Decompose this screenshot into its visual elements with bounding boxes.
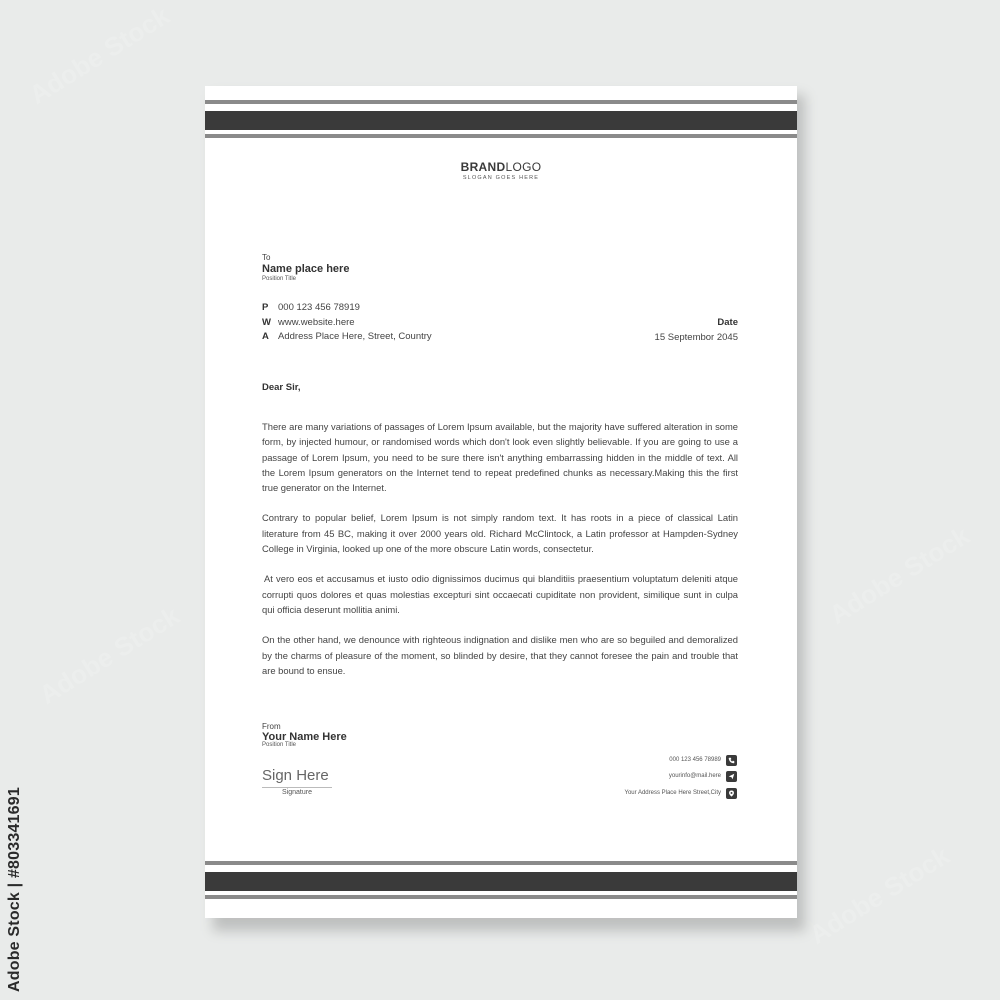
footer-contact-value: Your Address Place Here Street,City: [624, 790, 721, 796]
send-icon: [726, 771, 737, 782]
contact-phone: [262, 302, 360, 313]
body-paragraph: There are many variations of passages of Lorem Ipsum available, but the majority have suffered alteration in some form, by injected humour, or randomised words which don't look even slightly believable. If you are going to use a passage of Lorem Ipsum, you need to be sure there isn't anything embarrassing hidden in the middle of text. All the Lorem Ipsum generators on the Internet tend to repeat predefined chunks as necessary.Making this the first true generator on the Internet.: [262, 421, 738, 494]
contact-key: W: [262, 317, 271, 328]
stock-id-label: Adobe Stock | #803341691: [6, 787, 23, 992]
signature-text: Sign Here: [262, 767, 329, 784]
brand-logo: [205, 160, 797, 181]
bottom-thin-stripe-upper: [205, 861, 797, 865]
footer-contact-email: [669, 770, 737, 782]
date-block: [655, 317, 738, 343]
recipient-position: Position Title: [262, 276, 297, 282]
footer-contact-value: yourinfo@mail.here: [668, 773, 721, 779]
date-label: Date: [717, 317, 738, 328]
from-label: From: [262, 722, 281, 731]
top-dark-stripe: [205, 111, 797, 130]
brand-slogan: SLOGAN GOES HERE: [462, 175, 540, 181]
contact-key: P: [262, 302, 269, 313]
location-icon: [726, 788, 737, 799]
watermark-text: Adobe Stock: [823, 520, 975, 630]
sender-name: Your Name Here: [262, 731, 347, 743]
letter-body: [262, 419, 738, 693]
body-paragraph: At vero eos et accusamus et iusto odio dignissimos ducimus qui blanditiis praesentium voluptatum deleniti atque corrupti quos dolores et quas molestias excepturi sint occaecati cupiditate non provident, similique sunt in culpa qui officia deserunt mollitia animi.: [262, 573, 738, 615]
watermark-text: Adobe Stock: [33, 600, 185, 710]
bottom-thin-stripe: [205, 895, 797, 899]
contact-value: 000 123 456 78919: [278, 302, 360, 313]
phone-icon: [726, 755, 737, 766]
contact-value: Address Place Here, Street, Country: [278, 331, 432, 342]
recipient-name: Name place here: [262, 263, 350, 275]
top-thin-stripe: [205, 100, 797, 104]
to-label: To: [262, 253, 271, 262]
brand-name-bold: BRAND: [460, 160, 506, 174]
body-paragraph: Contrary to popular belief, Lorem Ipsum is not simply random text. It has roots in a piece of classical Latin literature from 45 BC, making it over 2000 years old. Richard McClintock, a Latin professor at Hampden-Sydney College in Virginia, looked up one of the more obscure Latin words, consectetur.: [262, 512, 738, 555]
watermark-text: Adobe Stock: [23, 0, 175, 110]
top-thin-stripe-lower: [205, 134, 797, 138]
footer-contact-phone: [669, 754, 737, 766]
salutation: Dear Sir,: [262, 382, 301, 393]
contact-website: [262, 317, 355, 328]
body-paragraph: On the other hand, we denounce with righteous indignation and dislike men who are so beguiled and demoralized by the charms of pleasure of the moment, so blinded by desire, that they cannot foresee the pain and trouble that are bound to ensue.: [262, 634, 738, 676]
contact-value: www.website.here: [278, 317, 355, 328]
date-value: 15 Septembor 2045: [654, 332, 738, 343]
letterhead-page: [205, 86, 797, 918]
contact-key: A: [262, 331, 269, 342]
signature-line: [262, 787, 332, 788]
footer-contact-value: 000 123 456 78989: [669, 757, 721, 763]
watermark-text: Adobe Stock: [803, 840, 955, 950]
brand-name-regular: LOGO: [505, 160, 542, 174]
contact-address: [262, 331, 432, 342]
signature-caption: Signature: [282, 789, 312, 796]
bottom-dark-stripe: [205, 872, 797, 891]
footer-contact-address: [625, 787, 738, 799]
sender-position: Position Title: [262, 742, 297, 748]
